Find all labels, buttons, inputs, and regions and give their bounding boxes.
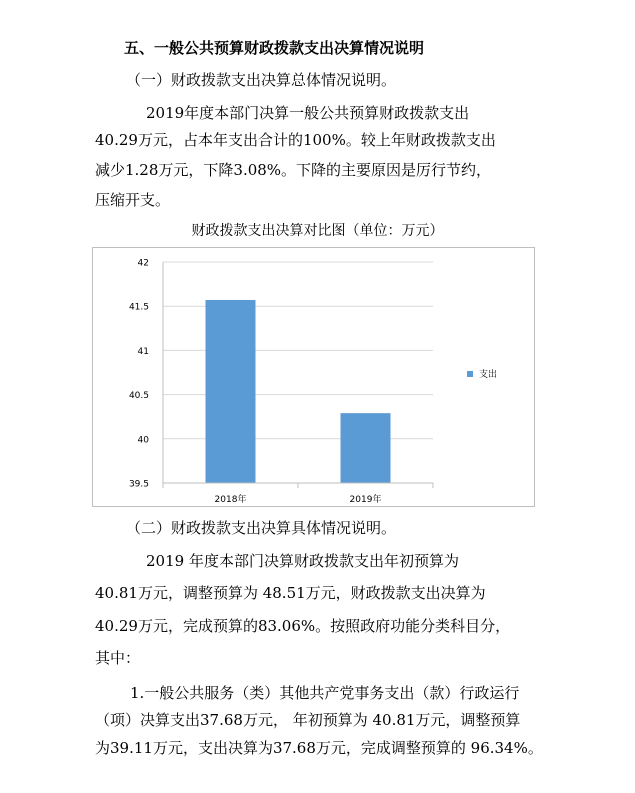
paragraph-3-line-3: 为39.11万元，支出决算为37.68万元，完成调整预算的 96.34%。 [95,739,543,757]
legend-swatch [467,371,473,377]
legend-label: 支出 [479,370,498,380]
paragraph-1-line-3: 减少1.28万元，下降3.08%。下降的主要原因是厉行节约， [95,161,492,179]
x-tick-label: 2019年 [349,495,382,505]
paragraph-2-line-1: 2019 年度本部门决算财政拨款支出年初预算为 [146,552,459,570]
subsection-title-1: （一）财政拨款支出决算总体情况说明。 [126,71,397,89]
y-tick-label: 40.5 [128,391,149,402]
bar-2018年 [206,300,256,483]
x-tick-label: 2018年 [214,495,247,505]
paragraph-1-line-2: 40.29万元，占本年支出合计的100%。较上年财政拨款支出 [95,131,496,149]
y-tick-label: 41 [137,346,149,357]
paragraph-1-line-4: 压缩开支。 [95,191,171,209]
paragraph-2-line-3: 40.29万元，完成预算的83.06%。按照政府功能分类科目分， [95,617,511,635]
bar-chart-svg [93,248,534,506]
paragraph-3-line-1: 1.一般公共服务（类）其他共产党事务支出（款）行政运行 [130,684,520,702]
chart-title: 财政拨款支出决算对比图（单位：万元） [191,223,444,239]
paragraph-3-line-2: （项）决算支出37.68万元， 年初预算为 40.81万元，调整预算 [95,711,521,729]
y-tick-label: 42 [137,258,149,269]
bar-chart [92,247,535,507]
y-tick-label: 39.5 [128,479,149,490]
y-tick-label: 41.5 [128,302,149,313]
bar-2019年 [341,413,391,483]
paragraph-2-line-4: 其中： [95,649,141,667]
subsection-title-2: （二）财政拨款支出决算具体情况说明。 [126,519,397,537]
paragraph-2-line-2: 40.81万元，调整预算为 48.51万元，财政拨款支出决算为 [95,584,486,602]
section-heading: 五、一般公共预算财政拨款支出决算情况说明 [124,39,425,57]
y-tick-label: 40 [137,435,149,446]
paragraph-1-line-1: 2019年度本部门决算一般公共预算财政拨款支出 [146,104,470,122]
